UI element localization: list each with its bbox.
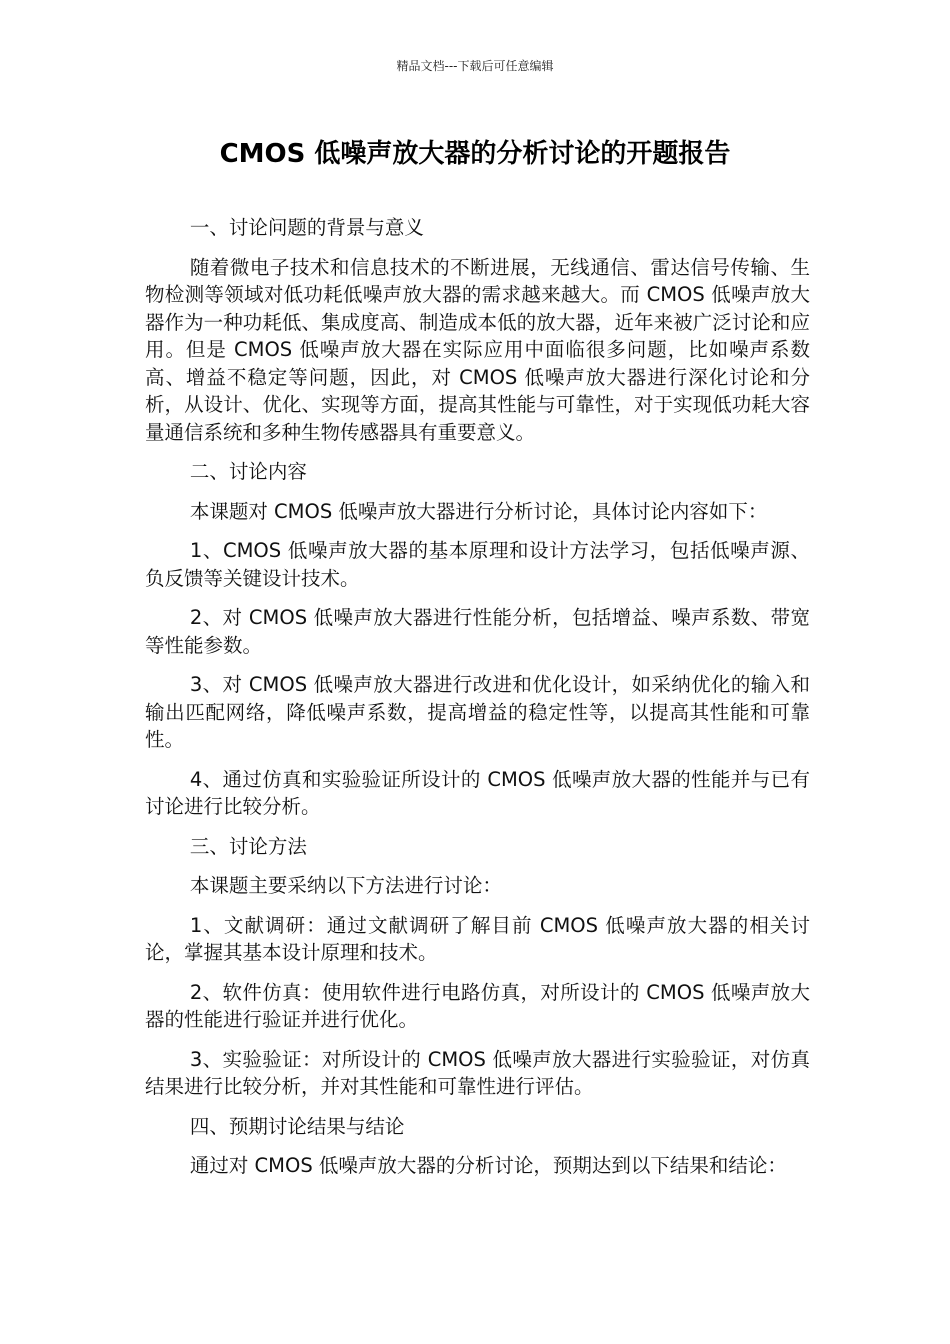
list-item-content-1: 1、CMOS 低噪声放大器的基本原理和设计方法学习，包括低噪声源、负反馈等关键设计技术。 — [145, 539, 810, 590]
paragraph-expected-results: 通过对 CMOS 低噪声放大器的分析讨论，预期达到以下结果和结论： — [189, 1154, 787, 1177]
list-item-content-3: 3、对 CMOS 低噪声放大器进行改进和优化设计，如采纳优化的输入和输出匹配网络，降低噪声系数，提高增益的稳定性等，以提高其性能和可靠性。 — [145, 673, 810, 751]
document-body — [145, 214, 810, 1192]
list-item-content-2: 2、对 CMOS 低噪声放大器进行性能分析，包括增益、噪声系数、带宽等性能参数。 — [145, 606, 810, 657]
document-title: CMOS 低噪声放大器的分析讨论的开题报告 — [219, 139, 731, 169]
page-header: 精品文档---下载后可任意编辑 — [396, 59, 554, 73]
section-heading-background: 一、讨论问题的背景与意义 — [189, 216, 424, 239]
paragraph-background: 随着微电子技术和信息技术的不断进展，无线通信、雷达信号传输、生物检测等领域对低功耗低噪声放大器的需求越来越大。而 CMOS 低噪声放大器作为一种功耗低、集成度高、制造成本低的放大器，近年来被广泛讨论和应用。但是 CMOS 低噪声放大器在实际应用中面临很多问题，比如噪声系数高、增益不稳定等问题，因此，对 CMOS 低噪声放大器进行深化讨论和分析，从设计、优化、实现等方面，提高其性能与可靠性，对于实现低功耗大容量通信系统和多种生物传感器具有重要意义。 — [145, 255, 810, 444]
list-item-method-2: 2、软件仿真：使用软件进行电路仿真，对所设计的 CMOS 低噪声放大器的性能进行验证并进行优化。 — [145, 980, 810, 1031]
list-item-method-1: 1、文献调研：通过文献调研了解目前 CMOS 低噪声放大器的相关讨论，掌握其基本设计原理和技术。 — [145, 913, 810, 964]
section-heading-methods: 三、讨论方法 — [189, 834, 307, 858]
paragraph-methods-intro: 本课题主要采纳以下方法进行讨论： — [189, 874, 502, 897]
paragraph-content-intro: 本课题对 CMOS 低噪声放大器进行分析讨论，具体讨论内容如下： — [189, 499, 768, 523]
section-heading-content: 二、讨论内容 — [189, 460, 307, 483]
section-heading-expected-results: 四、预期讨论结果与结论 — [189, 1114, 405, 1138]
list-item-method-3: 3、实验验证：对所设计的 CMOS 低噪声放大器进行实验验证，对仿真结果进行比较分析，并对其性能和可靠性进行评估。 — [145, 1047, 810, 1098]
list-item-content-4: 4、通过仿真和实验验证所设计的 CMOS 低噪声放大器的性能并与已有讨论进行比较分析。 — [145, 767, 810, 818]
